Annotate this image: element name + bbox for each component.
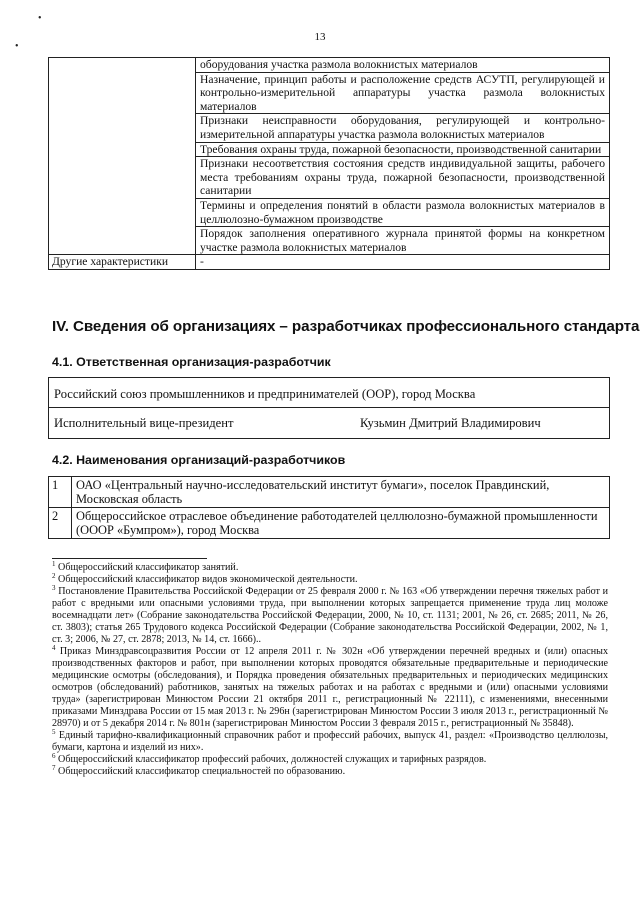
footnote-number: 1: [52, 560, 56, 568]
footnote-text: Общероссийский классификатор специальностей по образованию.: [55, 766, 346, 777]
table-row: [49, 58, 610, 73]
table-label-cell: [49, 58, 196, 255]
table-cell: Порядок заполнения оперативного журнала принятой формы на конкретном участке размола волокнистых материалов: [196, 227, 610, 255]
footnote-text: Общероссийский классификатор профессий рабочих, должностей служащих и тарифных разрядов.: [55, 754, 487, 765]
table-row: [49, 255, 610, 270]
footnote-separator: [52, 558, 207, 559]
footnote: [52, 730, 608, 754]
row-number: 1: [49, 477, 72, 508]
row-number: 2: [49, 508, 72, 539]
footnote-number: 3: [52, 584, 56, 592]
subsection-title: 4.1. Ответственная организация-разработчик: [52, 355, 331, 369]
footnote-text: Единый тарифно-квалификационный справочник работ и профессий рабочих, выпуск 41, раздел: «Производство целлюлозы, бумаги, картона и изделий из них».: [52, 730, 608, 753]
footnote-number: 2: [52, 572, 56, 580]
scan-mark: •: [15, 41, 19, 52]
footnote-text: Общероссийский классификатор занятий.: [55, 562, 239, 573]
signatory-position: Исполнительный вице-президент: [54, 416, 234, 430]
footnote-text: Общероссийский классификатор видов экономической деятельности.: [55, 574, 358, 585]
table-cell: Требования охраны труда, пожарной безопасности, производственной санитарии: [196, 142, 610, 157]
table-cell: оборудования участка размола волокнистых материалов: [196, 58, 610, 73]
page-number: 13: [314, 31, 326, 43]
footnote-number: 5: [52, 728, 56, 736]
section-title: IV. Сведения об организациях – разработчиках профессионального стандарта: [52, 318, 640, 335]
developer-orgs-table: [48, 476, 610, 539]
table-cell: Признаки несоответствия состояния средств индивидуальной защиты, рабочего места требованиям охраны труда, пожарной безопасности, производственной санитарии: [196, 157, 610, 199]
footnote-number: 6: [52, 752, 56, 760]
footnote: [52, 586, 608, 646]
table-row: [49, 477, 610, 508]
table-cell: Термины и определения понятий в области размола волокнистых материалов в целлюлозно-бумажном производстве: [196, 198, 610, 226]
footnote: [52, 754, 608, 766]
footnote: [52, 646, 608, 730]
signatory-box: [48, 408, 610, 439]
subsection-title: 4.2. Наименования организаций-разработчиков: [52, 453, 346, 467]
table-cell: Назначение, принцип работы и расположение средств АСУТП, регулирующей и контрольно-измерительной аппаратуры участка размола волокнистых материалов: [196, 72, 610, 114]
signatory-name: Кузьмин Дмитрий Владимирович: [360, 416, 541, 430]
org-name: Общероссийское отраслевое объединение работодателей целлюлозно-бумажной промышленности (ОООР «Бумпром»), город Москва: [72, 508, 610, 539]
footnote-number: 4: [52, 644, 56, 652]
responsible-org-box: [48, 377, 610, 408]
table-cell: Признаки неисправности оборудования, регулирующей и контрольно-измерительной аппаратуры участка размола волокнистых материалов: [196, 114, 610, 142]
footnote: [52, 574, 608, 586]
remarks-label: Другие характеристики: [49, 255, 196, 270]
scan-mark: •: [38, 13, 42, 24]
footnote: [52, 562, 608, 574]
knowledge-table: [48, 57, 610, 270]
org-name: ОАО «Центральный научно-исследовательский институт бумаги», поселок Правдинский, Московская область: [72, 477, 610, 508]
footnote-text: Постановление Правительства Российской Федерации от 25 февраля 2000 г. № 163 «Об утверждении перечня тяжелых работ и работ с вредными или опасными условиями труда, при выполнении которых запрещается применение труда лиц моложе восемнадцати лет» (Собрание законодательства Российской Федерации, 2000, № 10, ст. 1131; 2001, № 26, ст. 2685; 2011, № 26, ст. 3803); статья 265 Трудового кодекса Российской Федерации (Собрание законодательства Российской Федерации, 2002, № 1, ст. 3; 2006, № 27, ст. 2878; 2013, № 14, ст. 1666)..: [52, 586, 608, 645]
remarks-value: -: [196, 255, 610, 270]
footnote: [52, 766, 608, 778]
footnote-number: 7: [52, 764, 56, 772]
footnote-text: Приказ Минздравсоцразвития России от 12 апреля 2011 г. № 302н «Об утверждении перечней вредных и (или) опасных производственных факторов и работ, при выполнении которых проводятся обязательные предварительные и периодические медицинские осмотры (обследования), и Порядка проведения обязательных предварительных и периодических медицинских осмотров (обследований) работников, занятых на тяжелых работах и на работах с вредными и (или) опасными условиями труда» (зарегистрирован Минюстом России 21 октября 2011 г., регистрационный № 22111), с изменениями, внесенными приказами Минздрава России от 15 мая 2013 г. № 296н (зарегистрирован Минюстом России 3 июля 2013 г., регистрационный № 28970) и от 5 декабря 2014 г. № 801н (зарегистрирован Минюстом России 3 февраля 2015 г., регистрационный № 35848).: [52, 646, 608, 729]
responsible-org-name: Российский союз промышленников и предпринимателей (ООР), город Москва: [54, 387, 476, 401]
footnotes: [52, 562, 608, 778]
table-row: [49, 508, 610, 539]
